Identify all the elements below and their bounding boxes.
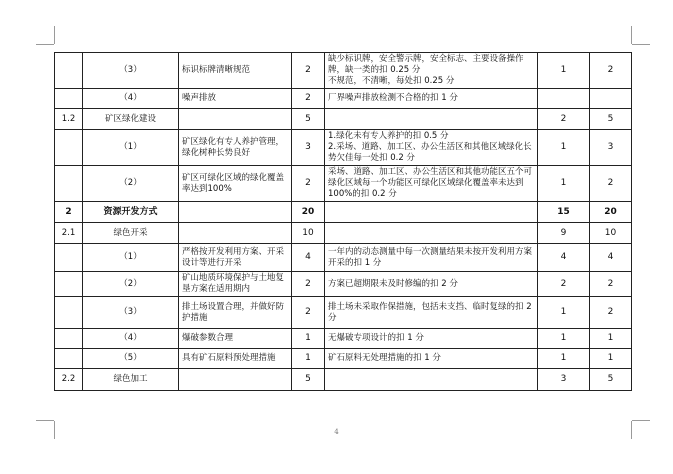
item-description-cell <box>179 223 292 244</box>
table-row <box>55 109 632 130</box>
section-name-cell: （2） <box>83 166 179 202</box>
deduction-criteria-cell: 缺少标识牌，安全警示牌，安全标志、主要设备操作牌，缺一类的扣 0.25 分 不规范，不清晰，每处扣 0.25 分 <box>325 53 538 89</box>
row-number-cell: 1.2 <box>55 109 83 130</box>
row-number-cell <box>55 329 83 349</box>
full-score-cell: 2 <box>590 53 632 89</box>
full-score-cell: 2 <box>590 272 632 297</box>
item-description-cell: 具有矿石原料预处理措施 <box>179 349 292 369</box>
table-row <box>55 202 632 223</box>
standard-score-cell: 1 <box>292 329 325 349</box>
table-row <box>55 89 632 109</box>
full-score-cell: 4 <box>590 244 632 272</box>
table-row <box>55 223 632 244</box>
deduction-criteria-cell: 一年内的动态测量中每一次测量结果未按开发利用方案开采的扣 1 分 <box>325 244 538 272</box>
crop-mark-top-left-v <box>54 26 55 44</box>
actual-score-cell: 1 <box>538 166 590 202</box>
crop-mark-top-left-h <box>36 44 54 45</box>
item-description-cell: 爆破参数合理 <box>179 329 292 349</box>
row-number-cell <box>55 272 83 297</box>
actual-score-cell: 1 <box>538 53 590 89</box>
full-score-cell: 1 <box>590 329 632 349</box>
deduction-criteria-cell: 矿石原料无处理措施的扣 1 分 <box>325 349 538 369</box>
item-description-cell <box>179 202 292 223</box>
crop-mark-bottom-right-h <box>632 420 650 421</box>
table-row <box>55 53 632 89</box>
section-name-cell: 矿区绿化建设 <box>83 109 179 130</box>
table-row <box>55 297 632 329</box>
actual-score-cell: 1 <box>538 130 590 166</box>
item-description-cell: 矿山地质环境保护与土地复垦方案在适用期内 <box>179 272 292 297</box>
deduction-criteria-cell <box>325 223 538 244</box>
table-row <box>55 130 632 166</box>
table-row <box>55 244 632 272</box>
actual-score-cell: 2 <box>538 272 590 297</box>
deduction-criteria-cell: 1.绿化未有专人养护的扣 0.5 分 2.采场、道路、加工区、办公生活区和其他区域绿化长势欠佳每一处扣 0.2 分 <box>325 130 538 166</box>
item-description-cell <box>179 109 292 130</box>
row-number-cell <box>55 297 83 329</box>
full-score-cell <box>590 89 632 109</box>
full-score-cell: 1 <box>590 349 632 369</box>
section-name-cell: （4） <box>83 329 179 349</box>
actual-score-cell: 2 <box>538 109 590 130</box>
actual-score-cell: 3 <box>538 369 590 391</box>
item-description-cell: 矿区绿化有专人养护管理，绿化树种长势良好 <box>179 130 292 166</box>
item-description-cell: 严格按开发利用方案、开采设计等进行开采 <box>179 244 292 272</box>
row-number-cell: 2.1 <box>55 223 83 244</box>
full-score-cell: 2 <box>590 166 632 202</box>
table-row <box>55 272 632 297</box>
row-number-cell <box>55 89 83 109</box>
deduction-criteria-cell: 采场、道路、加工区、办公生活区和其他功能区五个可绿化区域每一个功能区可绿化区域绿化覆盖率未达到 100%的扣 0.2 分 <box>325 166 538 202</box>
section-name-cell: 资源开发方式 <box>83 202 179 223</box>
actual-score-cell: 15 <box>538 202 590 223</box>
full-score-cell: 5 <box>590 109 632 130</box>
full-score-cell: 20 <box>590 202 632 223</box>
row-number-cell <box>55 130 83 166</box>
section-name-cell: （3） <box>83 297 179 329</box>
full-score-cell: 10 <box>590 223 632 244</box>
row-number-cell: 2 <box>55 202 83 223</box>
section-name-cell: （5） <box>83 349 179 369</box>
deduction-criteria-cell: 无爆破专项设计的扣 1 分 <box>325 329 538 349</box>
page-number: 4 <box>334 428 339 436</box>
deduction-criteria-cell: 厂界噪声排放检测不合格的扣 1 分 <box>325 89 538 109</box>
row-number-cell <box>55 166 83 202</box>
crop-mark-top-right-v <box>631 26 632 44</box>
standard-score-cell: 5 <box>292 109 325 130</box>
table-row <box>55 349 632 369</box>
item-description-cell: 噪声排放 <box>179 89 292 109</box>
row-number-cell <box>55 244 83 272</box>
standard-score-cell: 4 <box>292 244 325 272</box>
standard-score-cell: 20 <box>292 202 325 223</box>
standard-score-cell: 5 <box>292 369 325 391</box>
table-row <box>55 369 632 391</box>
table-row <box>55 329 632 349</box>
actual-score-cell: 1 <box>538 297 590 329</box>
section-name-cell: （2） <box>83 272 179 297</box>
standard-score-cell: 10 <box>292 223 325 244</box>
deduction-criteria-cell <box>325 202 538 223</box>
crop-mark-bottom-left-h <box>36 420 54 421</box>
standard-score-cell: 2 <box>292 272 325 297</box>
item-description-cell: 标识标牌清晰规范 <box>179 53 292 89</box>
crop-mark-top-right-h <box>632 44 650 45</box>
row-number-cell: 2.2 <box>55 369 83 391</box>
full-score-cell: 5 <box>590 369 632 391</box>
standard-score-cell: 2 <box>292 166 325 202</box>
standard-score-cell: 2 <box>292 89 325 109</box>
row-number-cell <box>55 349 83 369</box>
table-row <box>55 166 632 202</box>
deduction-criteria-cell: 排土场未采取作保措施，包括未支挡、临时复绿的扣 2 分 <box>325 297 538 329</box>
section-name-cell: （4） <box>83 89 179 109</box>
scoring-table <box>54 52 632 391</box>
section-name-cell: 绿色加工 <box>83 369 179 391</box>
deduction-criteria-cell <box>325 109 538 130</box>
section-name-cell: （3） <box>83 53 179 89</box>
actual-score-cell <box>538 89 590 109</box>
item-description-cell: 排土场设置合理，并做好防护措施 <box>179 297 292 329</box>
deduction-criteria-cell <box>325 369 538 391</box>
standard-score-cell: 1 <box>292 349 325 369</box>
item-description-cell <box>179 369 292 391</box>
actual-score-cell: 9 <box>538 223 590 244</box>
actual-score-cell: 1 <box>538 349 590 369</box>
full-score-cell: 3 <box>590 130 632 166</box>
section-name-cell: （1） <box>83 130 179 166</box>
actual-score-cell: 4 <box>538 244 590 272</box>
deduction-criteria-cell: 方案已超期限未及时修编的扣 2 分 <box>325 272 538 297</box>
section-name-cell: 绿色开采 <box>83 223 179 244</box>
standard-score-cell: 2 <box>292 53 325 89</box>
row-number-cell <box>55 53 83 89</box>
scoring-table-body <box>55 53 632 391</box>
standard-score-cell: 2 <box>292 297 325 329</box>
full-score-cell: 2 <box>590 297 632 329</box>
standard-score-cell: 3 <box>292 130 325 166</box>
item-description-cell: 矿区可绿化区域的绿化覆盖率达到100% <box>179 166 292 202</box>
section-name-cell: （1） <box>83 244 179 272</box>
actual-score-cell: 1 <box>538 329 590 349</box>
